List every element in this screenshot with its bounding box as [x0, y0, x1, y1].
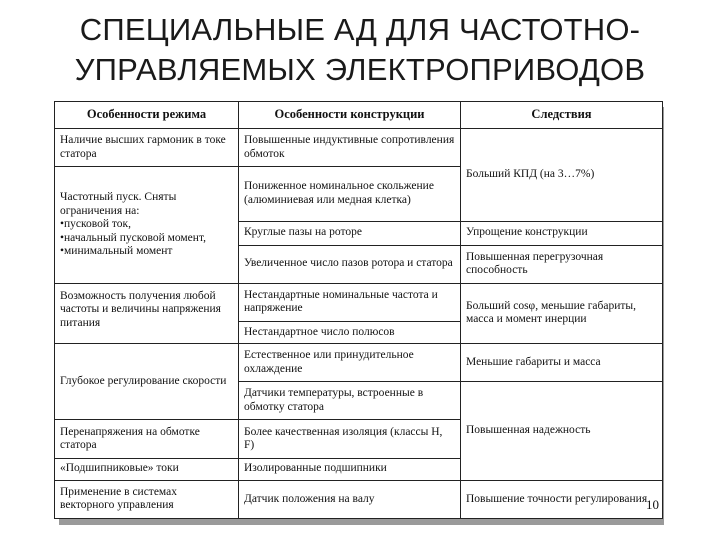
design-cell-inductive: Повышенные индуктивные сопротивления обмоток [239, 129, 461, 167]
effect-cell-smaller-size: Меньшие габариты и масса [461, 344, 663, 382]
table-row [55, 129, 663, 167]
design-cell-slip: Пониженное номинальное скольжение (алюминиевая или медная клетка) [239, 167, 461, 221]
effect-cell-cosphi: Больший cosφ, меньшие габариты, масса и момент инерции [461, 283, 663, 343]
mode-cell-vector-control: Применение в системах векторного управления [55, 480, 239, 518]
design-cell-insulated-bearings: Изолированные подшипники [239, 458, 461, 480]
page-number: 10 [646, 497, 659, 512]
mode-cell-overvoltage: Перенапряжения на обмотке статора [55, 420, 239, 458]
table-row [55, 480, 663, 518]
mode-cell-harmonics: Наличие высших гармоник в токе статора [55, 129, 239, 167]
mode-cell-bearing-currents: «Подшипниковые» токи [55, 458, 239, 480]
design-cell-poles: Нестандартное число полюсов [239, 322, 461, 344]
mode-cell-deep-regulation: Глубокое регулирование скорости [55, 344, 239, 420]
header-mode: Особенности режима [55, 102, 239, 129]
design-cell-nonstandard-rated: Нестандартные номинальные частота и напряжение [239, 283, 461, 321]
mode-freq-start-line-2: •пусковой ток, [60, 218, 132, 231]
slide-title [0, 10, 720, 90]
design-cell-slots-count: Увеличенное число пазов ротора и статора [239, 245, 461, 283]
design-cell-insulation: Более качественная изоляция (классы H, F) [239, 420, 461, 458]
table-row [55, 283, 663, 321]
mode-freq-start-line-1: Частотный пуск. Сняты ограничения на: [60, 191, 177, 217]
header-effects: Следствия [461, 102, 663, 129]
design-cell-temp-sensors: Датчики температуры, встроенные в обмотку статора [239, 382, 461, 420]
mode-cell-any-frequency: Возможность получения любой частоты и величины напряжения питания [55, 283, 239, 343]
design-cell-round-slots: Круглые пазы на роторе [239, 221, 461, 245]
effect-cell-overload: Повышенная перегрузочная способность [461, 245, 663, 283]
effect-cell-efficiency: Больший КПД (на 3…7%) [461, 129, 663, 221]
title-line-1: СПЕЦИАЛЬНЫЕ АД ДЛЯ ЧАСТОТНО- [79, 12, 641, 47]
effect-cell-accuracy: Повышение точности регулирования [461, 480, 663, 518]
table-row [55, 344, 663, 382]
design-cell-position-sensor: Датчик положения на валу [239, 480, 461, 518]
features-table [54, 101, 663, 519]
effect-cell-simplify: Упрощение конструкции [461, 221, 663, 245]
mode-freq-start-line-3: •начальный пусковой момент, [60, 231, 206, 244]
mode-freq-start-line-4: •минимальный момент [60, 245, 173, 258]
effect-cell-reliability: Повышенная надежность [461, 382, 663, 480]
title-line-2: УПРАВЛЯЕМЫХ ЭЛЕКТРОПРИВОДОВ [74, 52, 646, 87]
mode-cell-freq-start [55, 167, 239, 284]
table-header-row [55, 102, 663, 129]
header-design: Особенности конструкции [239, 102, 461, 129]
design-cell-cooling: Естественное или принудительное охлаждение [239, 344, 461, 382]
